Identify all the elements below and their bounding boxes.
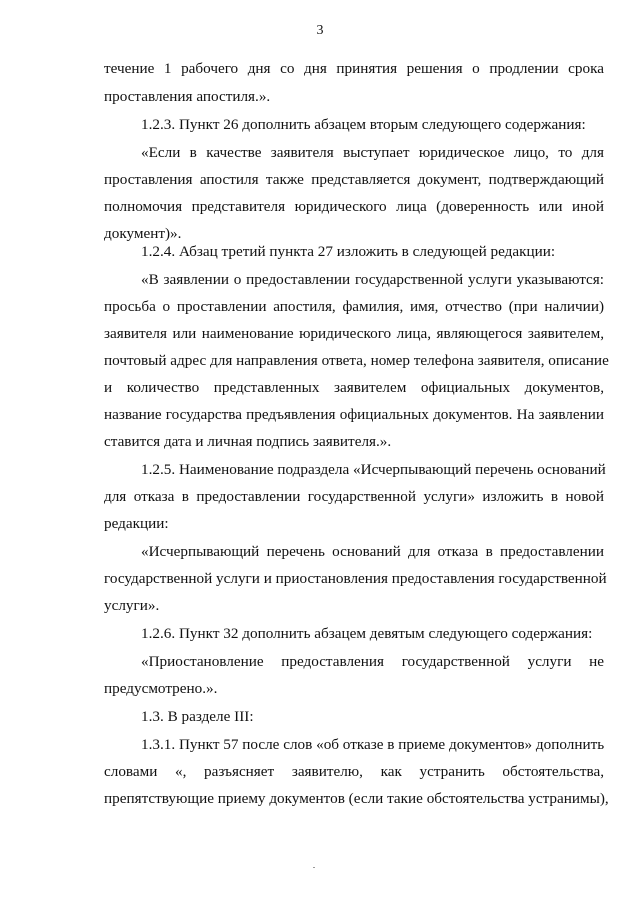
text-line: документ)». — [104, 225, 182, 242]
text-line: «В заявлении о предоставлении государственной услуги указываются: — [141, 271, 604, 288]
text-line: государственной услуги и приостановления предоставления государственной — [104, 570, 607, 587]
text-line: «Если в качестве заявителя выступает юридическое лицо, то для — [141, 144, 604, 161]
paragraph-heading: 1.2.4. Абзац третий пункта 27 изложить в следующей редакции: — [141, 243, 556, 260]
text-line: просьба о проставлении апостиля, фамилия, имя, отчество (при наличии) — [104, 298, 604, 315]
text-line: «Исчерпывающий перечень оснований для отказа в предоставлении — [141, 543, 604, 560]
section-heading: 1.3. В разделе III: — [141, 708, 254, 725]
text-line: «Приостановление предоставления государственной услуги не — [141, 653, 604, 670]
text-line: для отказа в предоставлении государственной услуги» изложить в новой — [104, 488, 604, 505]
paragraph-heading: 1.2.5. Наименование подраздела «Исчерпывающий перечень оснований — [141, 461, 606, 478]
text-line: проставления апостиля.». — [104, 88, 271, 105]
paragraph-heading: 1.2.3. Пункт 26 дополнить абзацем вторым следующего содержания: — [141, 116, 586, 133]
text-line: и количество представленных заявителем официальных документов, — [104, 379, 604, 396]
text-line: заявителя или наименование юридического лица, являющегося заявителем, — [104, 325, 604, 342]
text-line: предусмотрено.». — [104, 680, 218, 697]
text-line: редакции: — [104, 515, 169, 532]
text-line: течение 1 рабочего дня со дня принятия решения о продлении срока — [104, 60, 604, 77]
text-line: проставления апостиля также представляется документ, подтверждающий — [104, 171, 604, 188]
paragraph-heading: 1.3.1. Пункт 57 после слов «об отказе в приеме документов» дополнить — [141, 736, 605, 753]
text-line: полномочия представителя юридического лица (доверенность или иной — [104, 198, 604, 215]
scan-speck — [313, 867, 315, 868]
text-line: почтовый адрес для направления ответа, номер телефона заявителя, описание — [104, 352, 609, 369]
text-line: услуги». — [104, 597, 160, 614]
paragraph-heading: 1.2.6. Пункт 32 дополнить абзацем девятым следующего содержания: — [141, 625, 593, 642]
page-number: 3 — [316, 23, 324, 38]
text-line: препятствующие приему документов (если такие обстоятельства устранимы), — [104, 790, 609, 807]
text-line: ставится дата и личная подпись заявителя.». — [104, 433, 392, 450]
text-line: название государства предъявления официальных документов. На заявлении — [104, 406, 604, 423]
text-line: словами «, разъясняет заявителю, как устранить обстоятельства, — [104, 763, 604, 780]
